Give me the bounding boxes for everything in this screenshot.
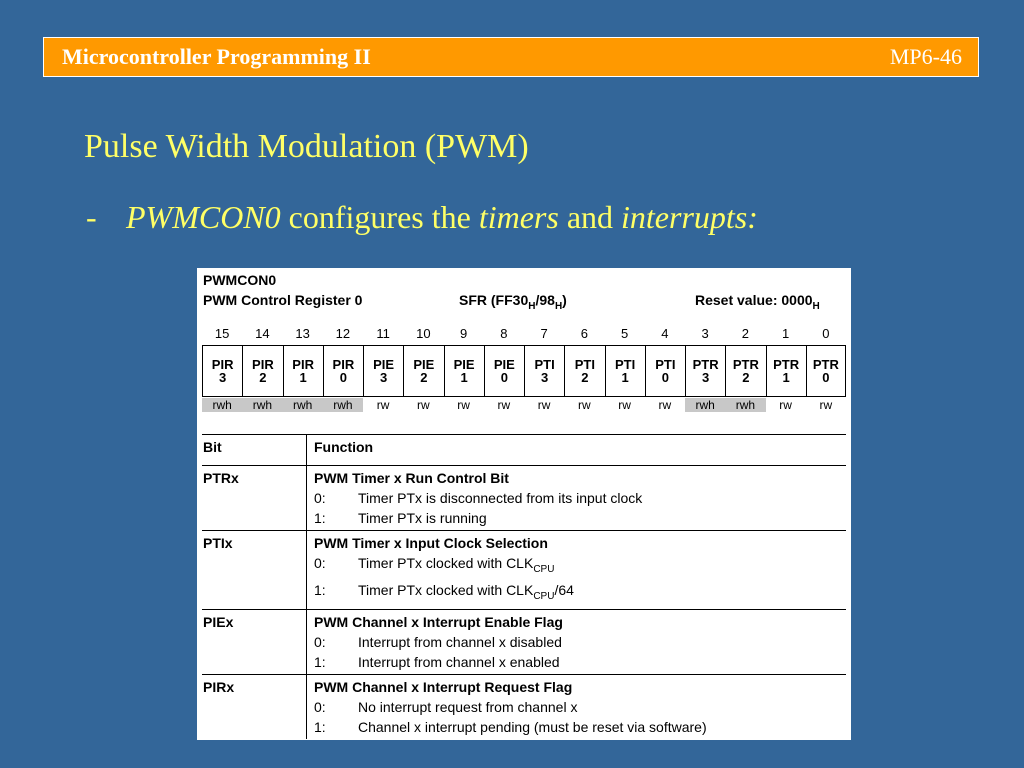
option-text: Timer PTx clocked with CLK (358, 555, 534, 571)
bullet-interrupts: interrupts: (621, 199, 758, 235)
bit-field-index: 0 (822, 370, 830, 385)
function-option (314, 697, 846, 717)
sfr-sub-1: H (528, 300, 536, 312)
access-type: rwh (323, 398, 363, 412)
bit-number: 4 (661, 326, 669, 341)
register-info-line (203, 292, 847, 312)
bit-cell (202, 466, 307, 531)
option-code: 1: (314, 510, 326, 526)
access-type: rw (497, 398, 511, 412)
bit-number: 10 (416, 326, 431, 341)
bit-field-index: 3 (380, 370, 388, 385)
bit-name: PTRx (203, 470, 239, 486)
bit-field-index: 1 (299, 370, 307, 385)
register-figure (197, 268, 851, 740)
bit-number: 6 (580, 326, 588, 341)
access-type: rw (779, 398, 792, 412)
bullet-timers: timers (478, 199, 559, 235)
bullet-register-name: PWMCON0 (126, 199, 281, 235)
bit-field-index: 2 (420, 370, 428, 385)
bit-cell (202, 674, 307, 739)
bit-cell (202, 609, 307, 674)
bit-number: 13 (295, 326, 310, 341)
function-title: PWM Timer x Input Clock Selection (314, 535, 548, 551)
bit-field (242, 346, 282, 396)
table-header-row (202, 435, 846, 466)
bit-number: 1 (782, 326, 790, 341)
bit-number: 14 (255, 326, 270, 341)
bit-number: 0 (822, 326, 830, 341)
bit-field-name: PTR (732, 357, 759, 372)
bit-field (564, 346, 604, 396)
bit-field-index: 1 (782, 370, 790, 385)
bit-field-name: PIE (373, 357, 395, 372)
access-type: rw (578, 398, 591, 412)
register-sfr-address (459, 292, 567, 312)
function-cell (307, 609, 847, 674)
sfr-label: SFR (FF30 (459, 292, 529, 308)
access-type: rw (819, 398, 833, 412)
option-code: 0: (314, 633, 326, 650)
bit-field-name: PTI (534, 357, 555, 372)
access-type: rwh (685, 398, 725, 412)
header-page-number: MP6-46 (889, 44, 962, 69)
option-subscript: CPU (533, 590, 555, 602)
bit-field (323, 346, 363, 396)
bit-field-index: 3 (219, 370, 227, 385)
function-option (314, 488, 846, 508)
access-type: rw (618, 398, 631, 412)
access-type: rwh (202, 398, 242, 412)
access-type: rwh (725, 398, 765, 412)
bullet-dash: - (86, 199, 97, 235)
register-name: PWMCON0 (203, 272, 277, 288)
bit-field (484, 346, 524, 396)
bit-number: 5 (621, 326, 629, 341)
option-text: Channel x interrupt pending (must be reset via software) (358, 718, 707, 735)
bit-field-name: PIR (292, 357, 314, 372)
bit-field-name: PTR (812, 357, 839, 372)
option-suffix: /64 (554, 581, 574, 598)
bit-number: 3 (701, 326, 709, 341)
option-text: Timer PTx clocked with CLK (358, 581, 534, 598)
bit-cell (202, 531, 307, 610)
option-text: Timer PTx is disconnected from its input clock (358, 490, 643, 506)
access-type: rw (537, 398, 551, 412)
access-type: rwh (283, 398, 323, 412)
header-title: Microcontroller Programming II (62, 44, 371, 69)
bit-number: 11 (376, 326, 390, 341)
access-type-row (202, 398, 846, 412)
bullet-text-2: and (558, 199, 622, 235)
function-option (314, 553, 846, 580)
bit-field (202, 346, 242, 396)
option-code: 1: (314, 718, 326, 735)
sfr-end: ) (562, 292, 567, 308)
bit-number: 9 (460, 326, 468, 341)
option-code: 1: (314, 653, 326, 670)
sfr-sub-2: H (554, 300, 563, 312)
bit-field-name: PTI (655, 357, 676, 372)
bit-name: PTIx (203, 535, 233, 551)
bit-field (645, 346, 685, 396)
bit-field (363, 346, 403, 396)
bit-field-index: 3 (541, 370, 549, 385)
bit-number: 8 (500, 326, 508, 341)
function-option (314, 652, 846, 672)
access-type: rw (658, 398, 672, 412)
access-type: rwh (242, 398, 282, 412)
column-header-bit: Bit (202, 435, 307, 466)
table-row (202, 466, 846, 531)
bit-field-name: PIE (453, 357, 475, 372)
table-row (202, 531, 846, 610)
column-header-function: Function (307, 435, 847, 466)
access-type: rw (457, 398, 470, 412)
table-row (202, 674, 846, 739)
bit-field (403, 346, 443, 396)
bit-field-index: 2 (259, 370, 267, 385)
bit-field-name: PTR (773, 357, 800, 372)
option-text: No interrupt request from channel x (358, 698, 578, 715)
option-text: Interrupt from channel x enabled (358, 653, 560, 670)
function-option (314, 580, 846, 607)
slide-title: Pulse Width Modulation (PWM) (84, 128, 529, 165)
bit-number: 7 (540, 326, 548, 341)
option-code: 0: (314, 490, 326, 506)
bit-field-name: PIR (211, 357, 234, 372)
register-reset-value (695, 292, 820, 312)
register-description: PWM Control Register 0 (203, 292, 363, 308)
bit-field-index: 2 (742, 370, 750, 385)
bit-field-name: PTI (615, 357, 636, 372)
bit-number: 12 (335, 326, 351, 341)
bit-field-name: PIE (413, 357, 435, 372)
function-cell (307, 466, 847, 531)
bit-field-row (202, 345, 846, 397)
bit-function-table (202, 434, 846, 739)
access-type: rw (376, 398, 390, 412)
bit-field (766, 346, 806, 396)
bit-field-name: PIR (252, 357, 274, 372)
bit-field-name: PTI (574, 357, 595, 372)
option-subscript: CPU (533, 563, 555, 575)
bit-number: 2 (741, 326, 749, 341)
option-text: Timer PTx is running (358, 510, 487, 526)
bit-field (283, 346, 323, 396)
bit-field-index: 1 (621, 370, 629, 385)
bit-field (806, 346, 846, 396)
bit-field-index: 0 (661, 370, 669, 385)
reset-sub: H (812, 300, 820, 312)
bit-field-name: PIE (493, 357, 515, 372)
bit-name: PIEx (203, 613, 234, 630)
bit-field (605, 346, 645, 396)
function-title: PWM Channel x Interrupt Enable Flag (314, 613, 563, 630)
bit-field (524, 346, 564, 396)
reset-label: Reset value: 0000 (695, 292, 813, 308)
table-row (202, 609, 846, 674)
bit-field (725, 346, 765, 396)
header-bar (43, 37, 979, 77)
bit-field-index: 0 (339, 370, 347, 385)
bullet-text-1: configures the (280, 199, 479, 235)
function-cell (307, 674, 847, 739)
bit-field-index: 3 (702, 370, 710, 385)
sfr-mid: /98 (535, 292, 555, 308)
bullet-line (86, 199, 758, 236)
option-code: 0: (314, 698, 326, 715)
function-option (314, 508, 846, 528)
bit-field-index: 0 (500, 370, 508, 385)
option-code: 0: (314, 555, 326, 571)
bit-number: 15 (214, 326, 230, 341)
function-title: PWM Channel x Interrupt Request Flag (314, 678, 573, 695)
function-title: PWM Timer x Run Control Bit (314, 470, 509, 486)
bit-field (685, 346, 725, 396)
bit-field-name: PIR (332, 357, 355, 372)
option-text: Interrupt from channel x disabled (358, 633, 562, 650)
bit-field-name: PTR (692, 357, 719, 372)
bit-number-row (202, 326, 846, 342)
function-option (314, 717, 846, 737)
access-type: rw (417, 398, 430, 412)
bit-field (444, 346, 484, 396)
function-option (314, 632, 846, 652)
bit-name: PIRx (203, 678, 235, 695)
option-code: 1: (314, 581, 326, 598)
function-cell (307, 531, 847, 610)
bit-field-index: 2 (581, 370, 589, 385)
bit-field-index: 1 (460, 370, 468, 385)
